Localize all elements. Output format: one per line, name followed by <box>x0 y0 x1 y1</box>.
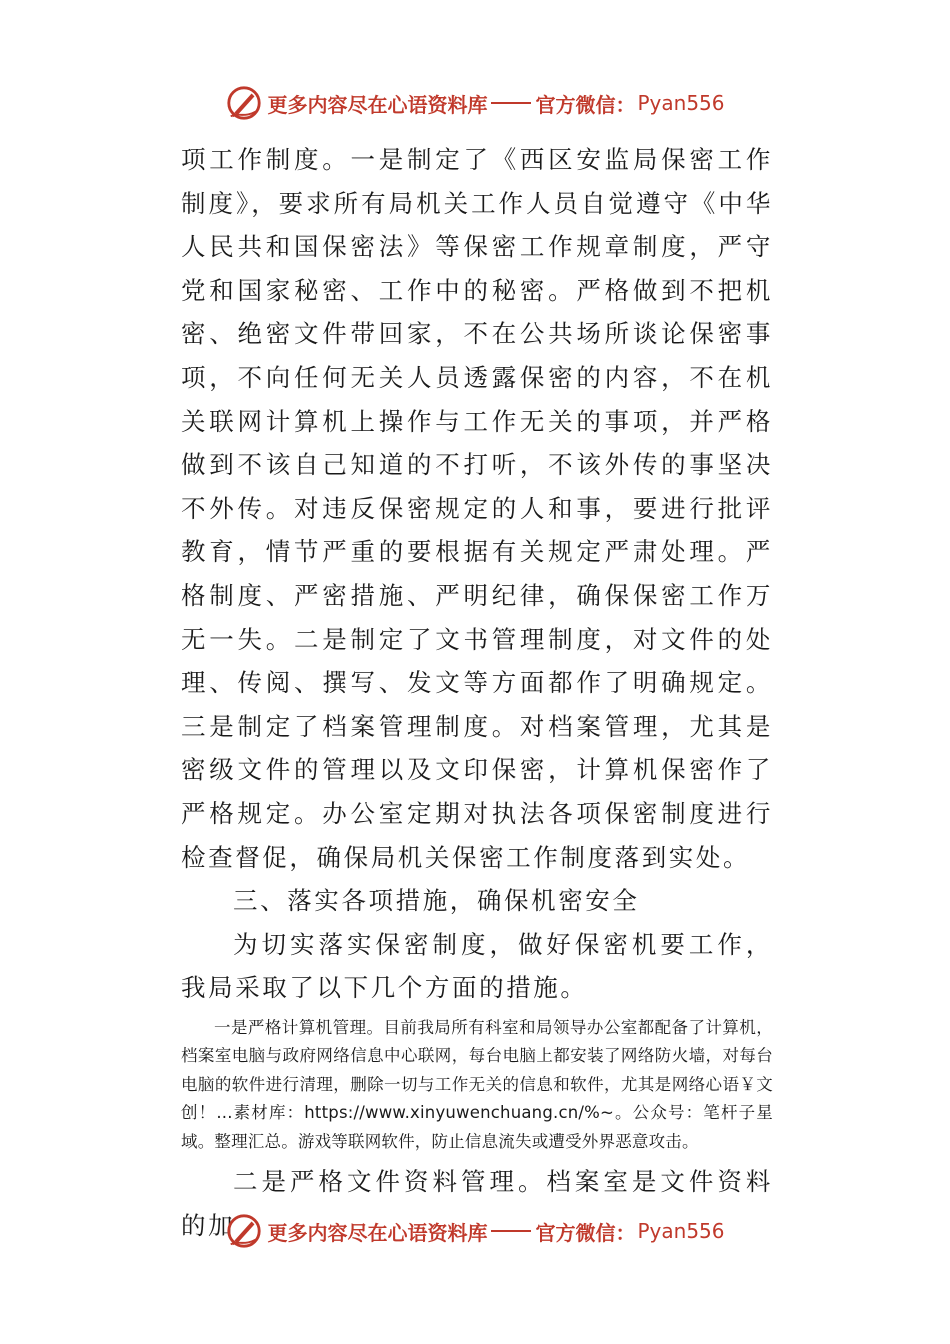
banner-wechat-label: 官方微信： <box>535 92 636 117</box>
header-banner <box>0 80 950 126</box>
pen-logo-icon <box>225 84 263 122</box>
pen-logo-icon <box>225 1212 263 1250</box>
footer-banner <box>0 1208 950 1254</box>
body-paragraph-2: 为切实落实保密制度，做好保密机要工作，我局采取了以下几个方面的措施。 <box>181 929 773 1003</box>
banner-wechat-id: Pyan556 <box>637 1219 725 1243</box>
body-paragraph-3: 一是严格计算机管理。目前我局所有科室和局领导办公室都配备了计算机，档案室电脑与政府网络信息中心联网，每台电脑上都安装了网络防火墙，对每台电脑的软件进行清理，删除一切与工作无关的信息和软件，尤其是网络心语￥文创！...素材库：https://www.xinyuwenchuang.cn/%~。公众号：笔杆子星域。整理汇总。游戏等联网软件，防止信息流失或遭受外界恶意攻击。 <box>181 1017 773 1151</box>
banner-wechat-id: Pyan556 <box>637 91 725 115</box>
section-heading: 三、落实各项措施，确保机密安全 <box>233 886 640 916</box>
banner-dash <box>491 102 531 104</box>
body-paragraph-1: 项工作制度。一是制定了《西区安监局保密工作制度》，要求所有局机关工作人员自觉遵守《中华人民共和国保密法》等保密工作规章制度，严守党和国家秘密、工作中的秘密。严格做到不把机密、绝密文件带回家，不在公共场所谈论保密事项，不向任何无关人员透露保密的内容，不在机关联网计算机上操作与工作无关的事项，并严格做到不该自己知道的不打听，不该外传的事坚决不外传。对违反保密规定的人和事，要进行批评教育，情节严重的要根据有关规定严肃处理。严格制度、严密措施、严明纪律，确保保密工作万无一失。二是制定了文书管理制度，对文件的处理、传阅、撰写、发文等方面都作了明确规定。三是制定了档案管理制度。对档案管理，尤其是密级文件的管理以及文印保密，计算机保密作了严格规定。办公室定期对执法各项保密制度进行检查督促，确保局机关保密工作制度落到实处。 <box>181 145 773 872</box>
document-body <box>181 138 773 1247</box>
body-paragraph-4: 二是严格文件资料管理。档案室是文件资料的加 <box>181 1166 773 1240</box>
banner-wechat-label: 官方微信： <box>535 1220 636 1245</box>
banner-promo-text: 更多内容尽在心语资料库 <box>267 1220 488 1245</box>
banner-promo-text: 更多内容尽在心语资料库 <box>267 92 488 117</box>
banner-dash <box>491 1230 531 1232</box>
